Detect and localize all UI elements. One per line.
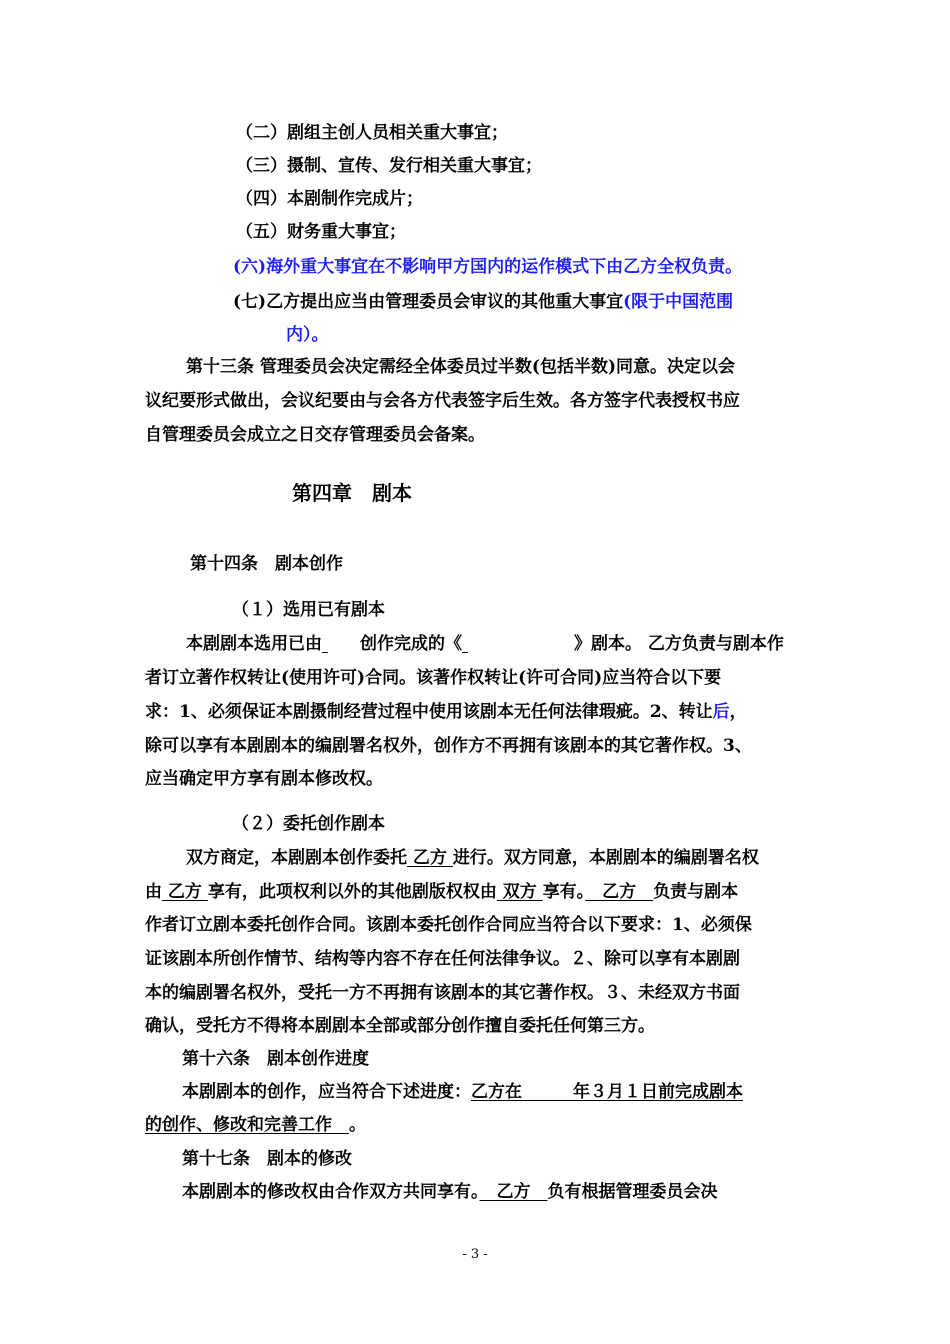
article-16-line-2	[145, 1114, 366, 1136]
article-14-p2-line-6: 确认，受托方不得将本剧剧本全部或部分创作擅自委托任何第三方。	[145, 1016, 655, 1036]
filled-field: 双方	[496, 882, 543, 902]
chapter-title: 第四章 剧本	[292, 481, 412, 505]
article-14-p1-line-2: 者订立著作权转让(使用许可)合同。该著作权转让(许可合同)应当符合以下要	[145, 668, 722, 688]
article-17-line-1	[182, 1181, 718, 1203]
article-14-sub-1: （１）选用已有剧本	[232, 600, 385, 620]
filled-field: 乙方	[479, 1182, 548, 1202]
list-item-7-text: (七)乙方提出应当由管理委员会审议的其他重大事宜	[233, 292, 624, 312]
article-17-heading: 第十七条 剧本的修改	[182, 1149, 352, 1169]
text-segment-highlight: 后	[712, 702, 730, 722]
article-14-p2-line-2	[145, 881, 738, 903]
text-segment: ，	[729, 702, 747, 722]
article-14-p1-line-4: 除可以享有本剧剧本的编剧署名权外，创作方不再拥有该剧本的其它著作权。3、	[145, 736, 752, 756]
text-segment: 》剧本。 乙方负责与剧本作	[574, 634, 784, 654]
article-14-p1-line-3	[145, 701, 747, 723]
list-item-7	[233, 291, 733, 313]
text-segment: 本剧剧本的创作，应当符合下述进度：	[182, 1082, 471, 1102]
text-segment: 负有根据管理委员会决	[547, 1182, 718, 1202]
article-16-heading: 第十六条 剧本创作进度	[182, 1049, 369, 1069]
filled-field: 的创作、修改和完善工作	[145, 1115, 349, 1135]
text-segment: 本剧剧本的修改权由合作双方共同享有。	[182, 1182, 480, 1202]
list-item-5: （五）财务重大事宜；	[236, 222, 406, 242]
article-14-p2-line-1	[186, 847, 759, 869]
text-segment: 双方商定，本剧剧本创作委托	[186, 848, 407, 868]
text-segment: 求：1、必须保证本剧摄制经营过程中使用该剧本无任何法律瑕疵。2、转让	[145, 702, 713, 722]
text-segment: 享有，此项权利以外的其他剧版权权由	[207, 882, 497, 902]
filled-field: 乙方	[162, 882, 208, 902]
text-segment: 创作完成的《	[360, 634, 462, 654]
article-14-heading: 第十四条 剧本创作	[190, 554, 343, 574]
article-14-sub-2: （２）委托创作剧本	[232, 814, 385, 834]
text-segment: 。	[349, 1115, 366, 1135]
article-16-line-1	[182, 1081, 743, 1103]
text-segment: 由	[145, 882, 162, 902]
article-13-line-2: 议纪要形式做出，会议纪要由与会各方代表签字后生效。各方签字代表授权书应	[145, 391, 740, 411]
article-14-p1-line-5: 应当确定甲方享有剧本修改权。	[145, 769, 383, 789]
text-segment: 享有。	[542, 882, 586, 902]
list-item-3: （三）摄制、宣传、发行相关重大事宜；	[236, 156, 542, 176]
page-number: - 3 -	[462, 1247, 488, 1262]
article-14-p2-line-4: 证该剧本所创作情节、结构等内容不存在任何法律争议。２、除可以享有本剧剧	[145, 949, 740, 969]
filled-field: 乙方	[407, 848, 453, 868]
list-item-7-note: (限于中国范围	[623, 292, 734, 312]
article-14-p2-line-5: 本的编剧署名权外，受托一方不再拥有该剧本的其它著作权。３、未经双方书面	[145, 983, 740, 1003]
list-item-4: （四）本剧制作完成片；	[236, 189, 423, 209]
article-14-p1-line-1	[186, 633, 784, 655]
list-item-7-cont: 内）。	[286, 325, 329, 345]
list-item-6: (六)海外重大事宜在不影响甲方国内的运作模式下由乙方全权负责。	[233, 257, 743, 277]
blank-field-script-title	[462, 633, 574, 655]
article-14-p2-line-3: 作者订立剧本委托创作合同。该剧本委托创作合同应当符合以下要求：1、必须保	[145, 915, 752, 935]
filled-field: 乙方在 年３月１日前完成剧本	[471, 1082, 743, 1102]
filled-field: 乙方	[585, 882, 654, 902]
list-item-2: （二）剧组主创人员相关重大事宜；	[236, 123, 508, 143]
article-13-line-1: 第十三条 管理委员会决定需经全体委员过半数(包括半数)同意。决定以会	[186, 357, 736, 377]
text-segment: 进行。双方同意，本剧剧本的编剧署名权	[452, 848, 759, 868]
text-segment: 本剧剧本选用已由	[186, 634, 322, 654]
blank-field-author	[322, 633, 360, 655]
text-segment: 负责与剧本	[653, 882, 739, 902]
article-13-line-3: 自管理委员会成立之日交存管理委员会备案。	[145, 425, 485, 445]
